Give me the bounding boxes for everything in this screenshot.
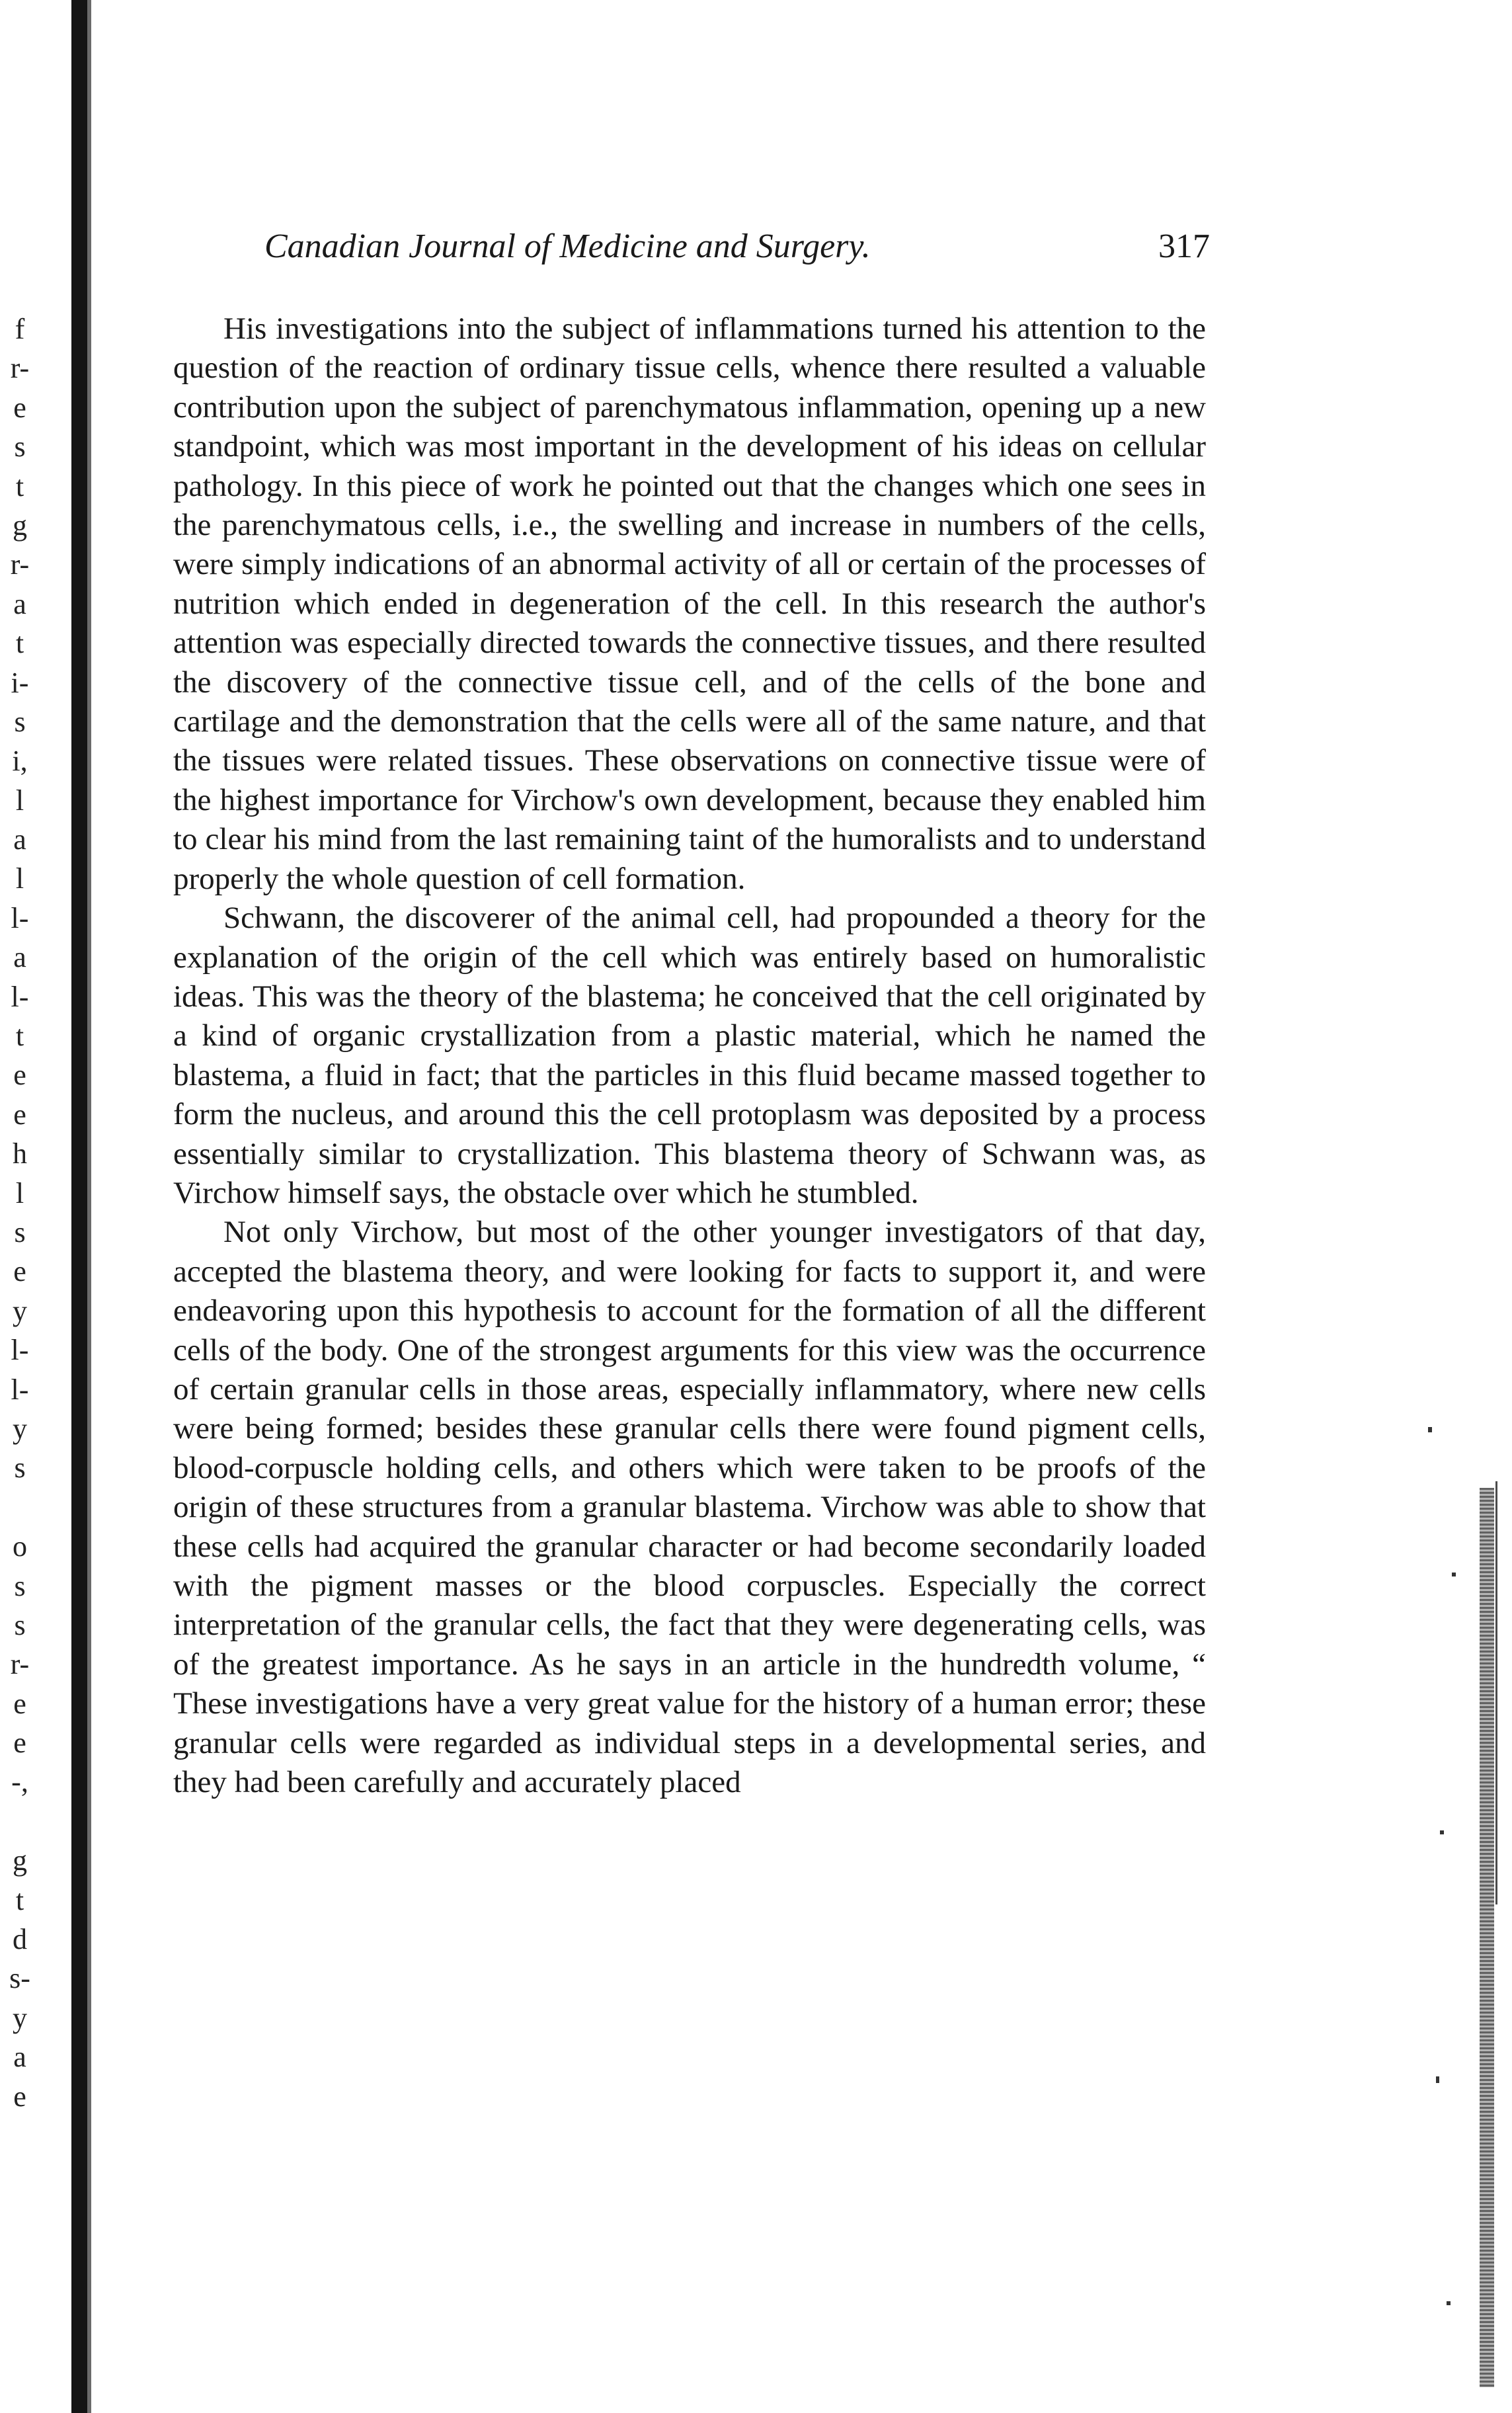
margin-letter: a — [13, 941, 26, 974]
margin-letter: r- — [10, 1648, 30, 1681]
margin-letter: s — [14, 1215, 26, 1248]
scan-speck — [1440, 1830, 1444, 1834]
margin-letter: a — [13, 2041, 26, 2074]
binding-gutter — [71, 0, 87, 2413]
margin-letter: e — [13, 1727, 26, 1760]
margin-letter: r- — [10, 548, 30, 581]
margin-letter: t — [15, 1020, 24, 1053]
margin-letter: f — [15, 313, 25, 345]
page-number: 317 — [1158, 227, 1210, 265]
scan-edge-texture — [1480, 1488, 1494, 2387]
margin-letter: l — [15, 862, 24, 895]
margin-letter: e — [13, 1098, 26, 1131]
margin-letter: -, — [11, 1766, 28, 1799]
margin-letter: e — [13, 2080, 26, 2113]
margin-letter: t — [15, 1883, 24, 1916]
margin-letter: g — [13, 509, 27, 542]
binding-gutter-shadow — [87, 0, 91, 2413]
margin-letter: i- — [11, 666, 29, 699]
margin-letter: g — [13, 1844, 27, 1877]
margin-letter: s — [14, 1608, 26, 1641]
margin-letter: s — [14, 430, 26, 464]
margin-letter: l — [15, 1176, 24, 1209]
body-text — [173, 309, 1206, 1802]
margin-letter: l- — [11, 980, 29, 1013]
paragraph-granular-cells: Not only Virchow, but most of the other younger investigators of that day, accepted the blastema theory, and were looking for facts to support it, and were endeavoring upon this hypothesis to account for the formation of all the different cells of the body. One of the strongest arguments for this view was the occurrence of certain granular cells in those areas, especially inflammatory, where new cells were being formed; besides these granular cells there were found pigment cells, blood-corpuscle holding cells, and others which were taken to be proofs of the origin of these structures from a granular blastema. Virchow was able to show that these cells had acquired the granular character or had become secondarily loaded with the pigment masses or the blood corpuscles. Especially the correct interpretation of the granular cells, the fact that they were degenerating cells, was of the greatest importance. As he says in an article in the hundredth volume, “ These investigations have a very great value for the history of a human error; these granular cells were regarded as individual steps in a developmental series, and they had been carefully and accurately placed — [173, 1215, 1206, 1800]
margin-letter: y — [13, 1412, 27, 1445]
margin-letter: i, — [12, 745, 28, 778]
journal-title: Canadian Journal of Medicine and Surgery. — [264, 227, 871, 265]
margin-letter: a — [13, 823, 26, 856]
margin-letter: s — [14, 705, 26, 738]
margin-letter: t — [15, 470, 24, 503]
margin-letter: r- — [10, 352, 30, 385]
scan-speck — [1428, 1427, 1432, 1432]
margin-letter: s — [14, 1569, 26, 1602]
margin-letter: o — [13, 1530, 27, 1563]
margin-letter: t — [15, 627, 24, 660]
margin-letter: y — [13, 2001, 27, 2034]
margin-letter: l- — [11, 1334, 29, 1367]
margin-letter: l- — [11, 1373, 29, 1406]
margin-letter: e — [13, 1687, 26, 1720]
scan-edge-line — [1495, 1481, 1497, 1904]
margin-letter: e — [13, 1059, 26, 1092]
facing-page-margin-letters — [0, 309, 40, 2116]
scan-speck — [1447, 2301, 1451, 2305]
margin-letter — [0, 1488, 40, 1527]
margin-letter: s — [14, 1452, 26, 1485]
paragraph-inflammation-research: His investigations into the subject of inflammations turned his attention to the question of the reaction of ordinary tissue cells, whence there resulted a valuable contribution upon the subject of parenchymatous inflammation, opening up a new standpoint, which was most important in the development of his ideas on cellular pathology. In this piece of work he pointed out that the changes which one sees in the parenchymatous cells, i.e., the swelling and increase in numbers of the cells, were simply indications of an abnormal activity of all or certain of the processes of nutrition which ended in degeneration of the cell. In this research the author's attention was especially directed towards the connective tissues, and there resulted the discovery of the connective tissue cell, and of the cells of the bone and cartilage and the demonstration that the cells were all of the same nature, and that the tissues were related tissues. These observations on connective tissue were of the highest importance for Virchow's own development, because they enabled him to clear his mind from the last remaining taint of the humoralists and to understand properly the whole question of cell formation. — [173, 311, 1206, 896]
scan-speck — [1436, 2076, 1439, 2083]
margin-letter: e — [13, 391, 26, 424]
margin-letter: y — [13, 1294, 27, 1327]
scan-speck — [1452, 1573, 1456, 1576]
margin-letter: l- — [11, 901, 29, 934]
margin-letter — [0, 1802, 40, 1841]
margin-letter: d — [13, 1923, 27, 1956]
margin-letter: h — [13, 1137, 27, 1170]
margin-letter: a — [13, 587, 26, 620]
margin-letter: l — [15, 784, 24, 817]
margin-letter: e — [13, 1255, 26, 1288]
margin-letter: s- — [9, 1962, 30, 1995]
paragraph-schwann-blastema: Schwann, the discoverer of the animal cell, had propounded a theory for the explanation of the origin of the cell which was entirely based on humoralistic ideas. This was the theory of the blastema; he conceived that the cell originated by a kind of organic crystallization from a plastic material, which he named the blastema, a fluid in fact; that the particles in this fluid became massed together to form the nucleus, and around this the cell protoplasm was deposited by a process essentially similar to crystallization. This blastema theory of Schwann was, as Virchow himself says, the obstacle over which he stumbled. — [173, 901, 1206, 1210]
running-header — [264, 224, 1210, 270]
